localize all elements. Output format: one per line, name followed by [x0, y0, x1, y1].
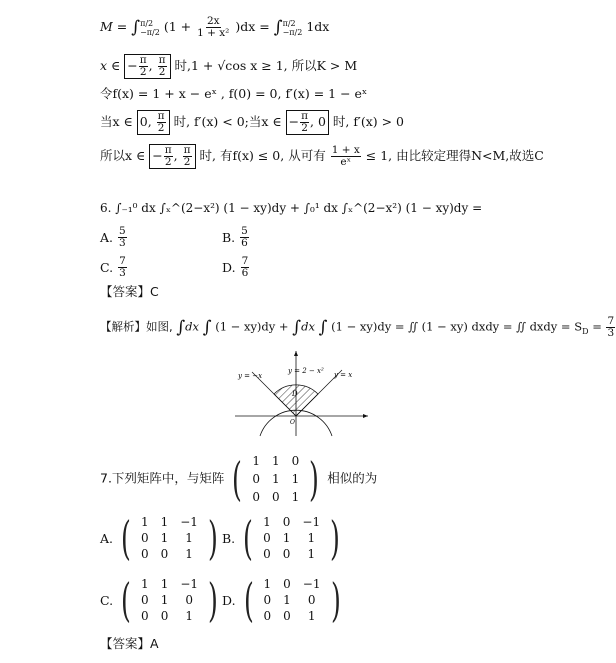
interval-bracket: − $\frac{\pi}{2}$ , $\frac{\pi}{2}$: [124, 54, 170, 79]
proof-line-1: M = ∫ π/2 −π/2 (1 + $\frac{2x}{\text{1 + x²}}$ )dx = ∫ π/2 −π/2 1dx: [100, 15, 330, 39]
svg-text:O: O: [290, 419, 295, 426]
q7-option-c: C. ( 1 1 −1 0 1 0 0 0 1 ): [100, 573, 218, 627]
q7-option-b: B. ( 1 0 −1 0 1 1 0 0 1 ): [222, 511, 341, 565]
q7-matrix: ( 1 1 0 0 1 1 0 0 1 ): [232, 452, 320, 506]
proof-line-4: 当x ∈ 0, $\frac{\pi}{2}$ 时, f′(x) < 0;当x ∈ − $\frac{\pi}{2}$ , 0 时, f′(x) > 0: [100, 110, 404, 134]
q6-option-d: D. $\frac{7}{6}$: [222, 255, 249, 279]
svg-text:y = 2 − x²: y = 2 − x²: [288, 367, 324, 375]
q6-analysis: 【解析】如图, ∫dx ∫ (1 − xy)dy + ∫dx ∫ (1 − xy)dy = ∬ (1 − xy) dxdy = ∬ dxdy = $S_D$ = $\frac{7}{3}$: [100, 315, 615, 339]
question-6: 6. ∫₋₁⁰ dx ∫ₓ^(2−x²) (1 − xy)dy + ∫₀¹ dx ∫ₓ^(2−x²) (1 − xy)dy =: [100, 201, 483, 215]
q6-option-a: A. $\frac{5}{3}$: [100, 225, 126, 249]
proof-line-5: 所以x ∈ − $\frac{\pi}{2}$ , $\frac{\pi}{2}$ 时, 有f(x) ≤ 0, 从可有 $\frac{1 + x}{\text{eˣ}}$ ≤ 1, 由比较定理得N<M,故选C: [100, 144, 544, 168]
region-figure: [230, 348, 370, 438]
q6-answer: 【答案】C: [100, 284, 159, 299]
svg-text:D: D: [292, 390, 298, 398]
svg-text:y = x: y = x: [334, 371, 353, 379]
q7-option-d: D. ( 1 0 −1 0 1 0 0 0 1 ): [222, 573, 341, 627]
question-7: 7.下列矩阵中，与矩阵 ( 1 1 0 0 1 1 0 0 1 ) 相似的为: [100, 452, 378, 506]
q6-option-c: C. $\frac{7}{3}$: [100, 255, 126, 279]
q7-answer: 【答案】A: [100, 636, 159, 651]
svg-text:y = −x: y = −x: [238, 372, 263, 380]
q7-option-a: A. ( 1 1 −1 0 1 1 0 0 1 ): [100, 511, 218, 565]
proof-line-3: 令f(x) = 1 + x − eˣ , f(0) = 0, f′(x) = 1 − eˣ: [100, 86, 368, 101]
proof-line-2: x ∈ − $\frac{\pi}{2}$ , $\frac{\pi}{2}$ 时,1 + √cos x ≥ 1, 所以K > M: [100, 54, 358, 78]
q6-option-b: B. $\frac{5}{6}$: [222, 225, 248, 249]
